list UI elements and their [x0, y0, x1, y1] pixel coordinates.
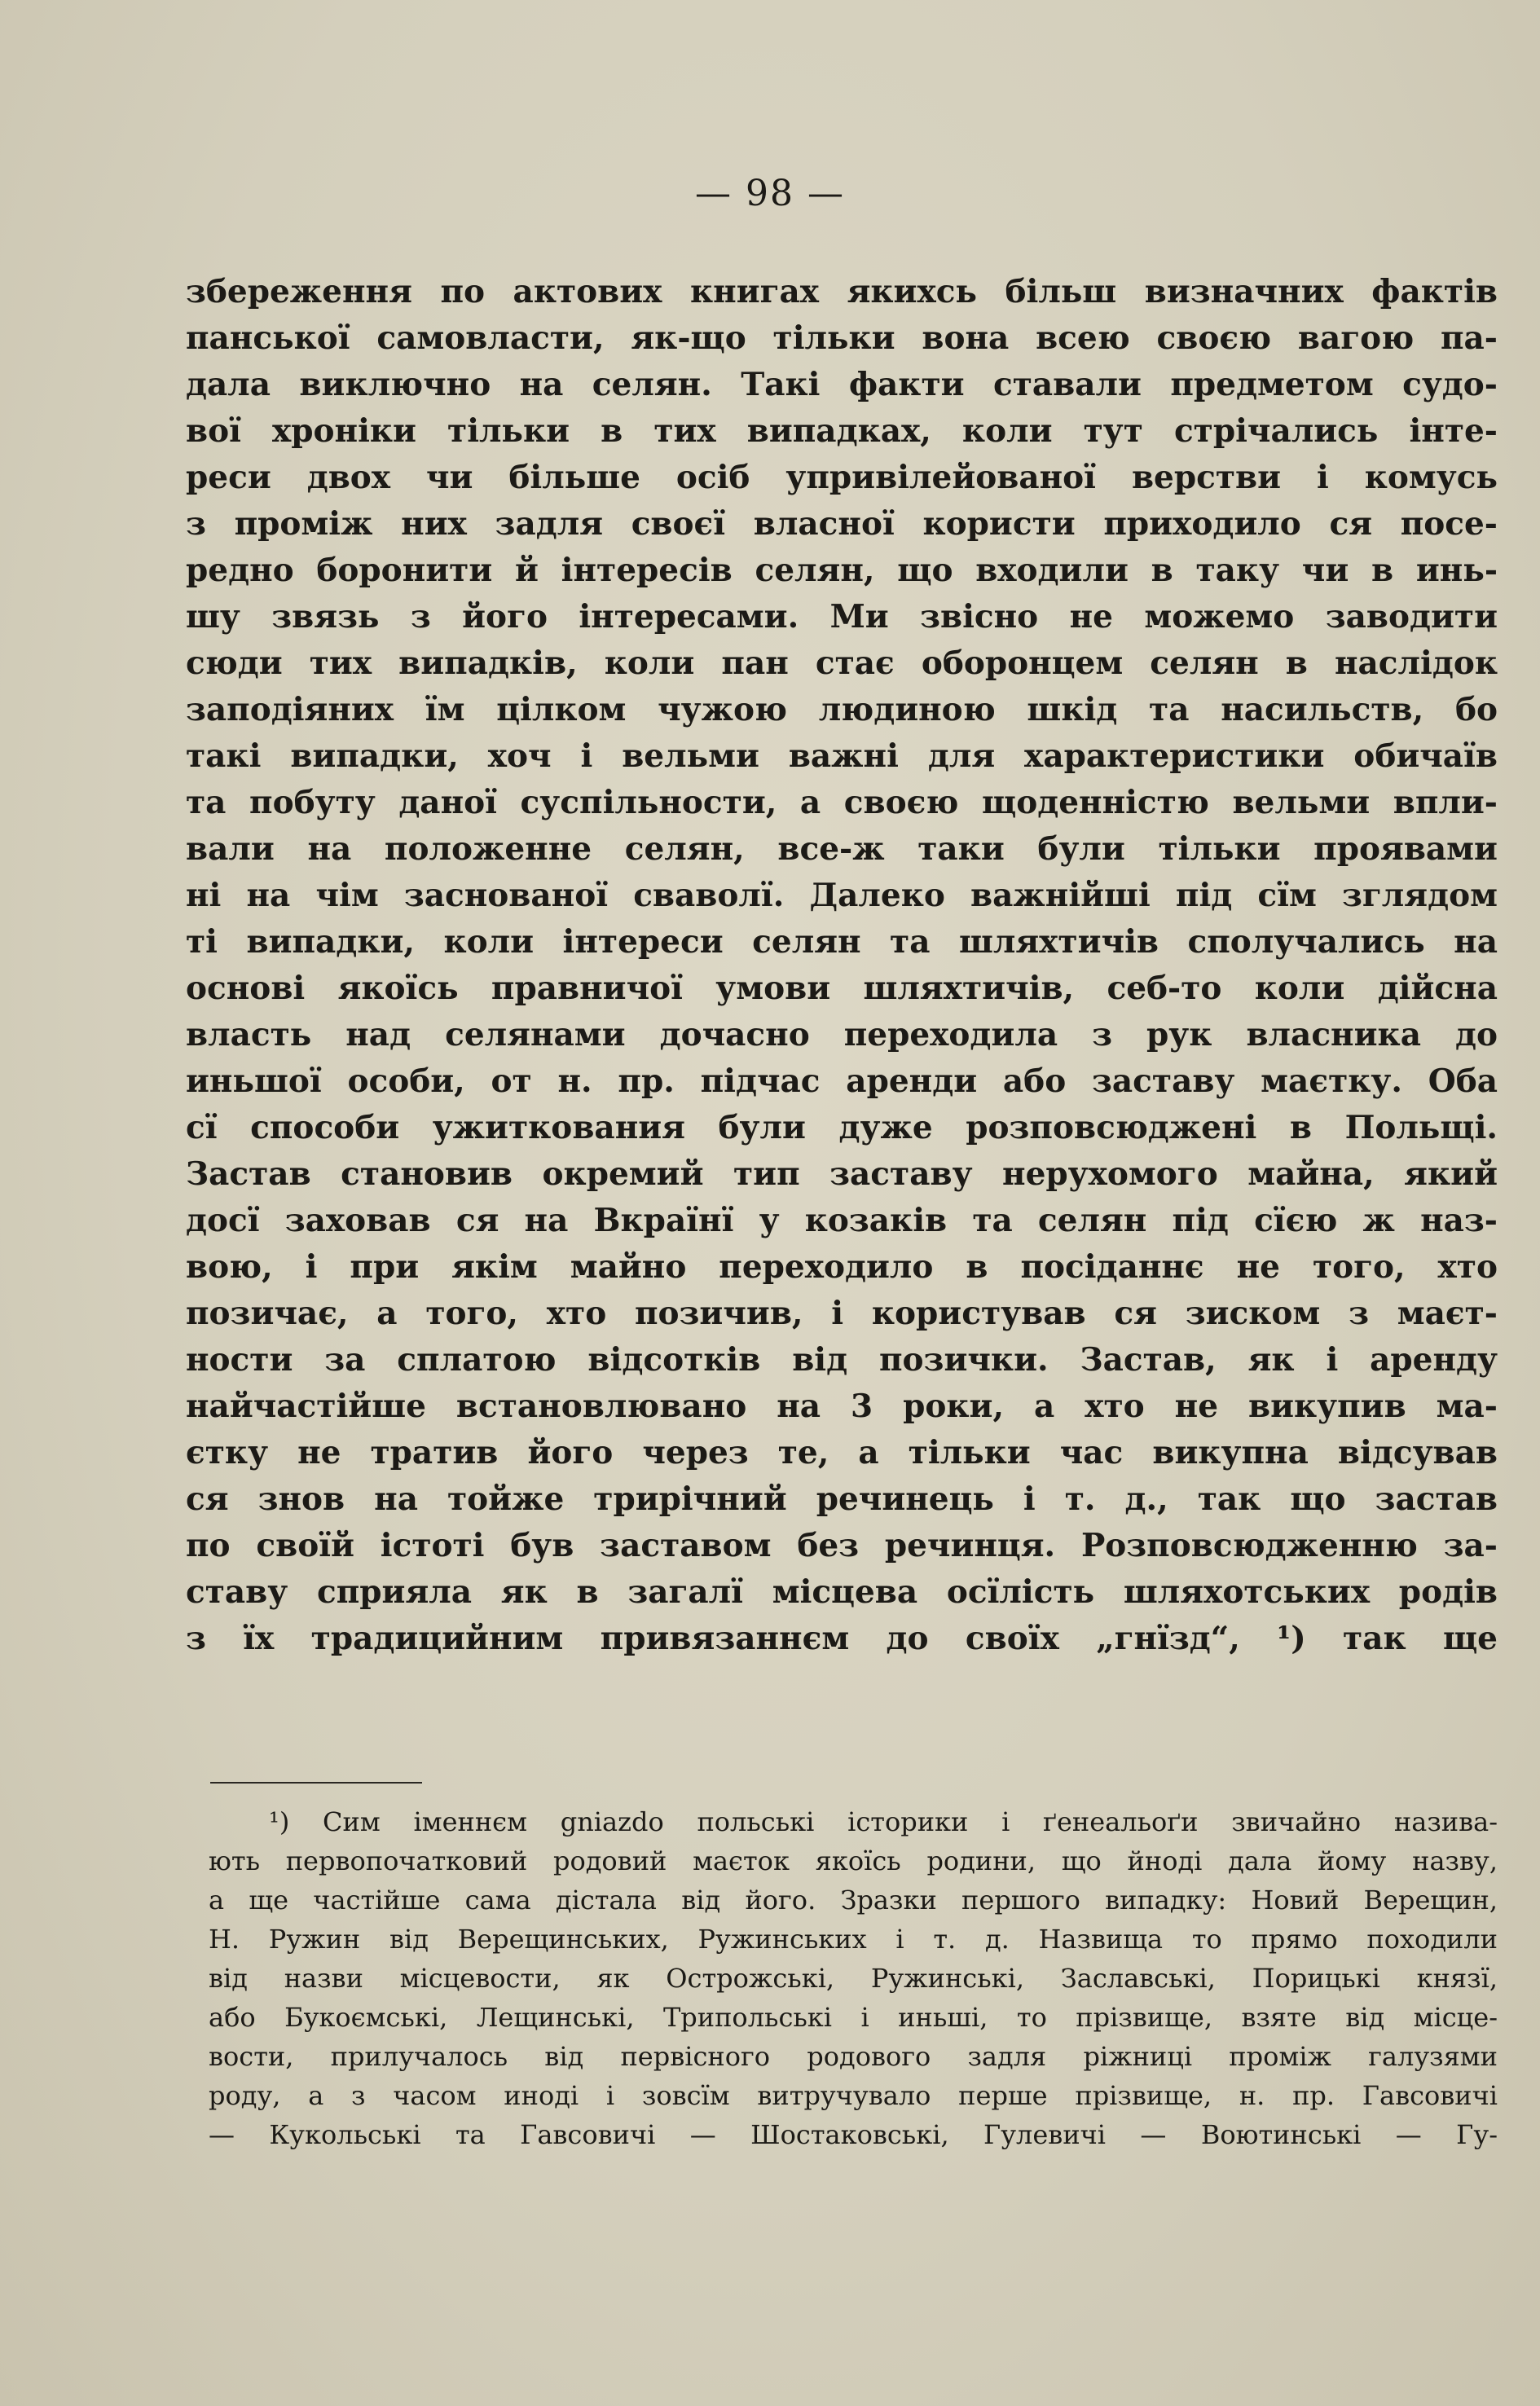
text-line: заподіяних їм цілком чужою людиною шкід та насильств, бо	[186, 691, 1498, 728]
footnote-line: від назви місцевости, як Острожські, Ружинські, Заславські, Порицькі князї,	[209, 1963, 1498, 1994]
text-line: найчастійше встановлювано на 3 роки, а хто не викупив ма-	[186, 1388, 1498, 1425]
text-line: шу звязь з його інтересами. Ми звісно не можемо заводити	[186, 598, 1498, 636]
text-line: ті випадки, коли інтереси селян та шляхтичів сполучались на	[186, 923, 1498, 961]
footnote-line: або Букоємські, Лещинські, Трипольські і иньші, то прізвище, взяте від місце-	[209, 2002, 1498, 2033]
text-line: єтку не тратив його через те, а тільки час викупна відсував	[186, 1434, 1498, 1471]
footnote-line: ють первопочатковий родовий маєток якоїсь родини, що йноді дала йому назву,	[209, 1845, 1498, 1876]
text-line: сї способи ужиткования були дуже розповсюджені в Польщі.	[186, 1109, 1498, 1146]
text-line: збереження по актових книгах якихсь більш визначних фактів	[186, 273, 1498, 310]
footnote-divider	[210, 1782, 422, 1784]
text-line: такі випадки, хоч і вельми важні для характеристики обичаїв	[186, 737, 1498, 775]
text-line: иньшої особи, от н. пр. підчас аренди або заставу маєтку. Оба	[186, 1062, 1498, 1100]
text-line: ставу сприяла як в загалї місцева осїлість шляхотських родів	[186, 1573, 1498, 1611]
text-line: вою, і при якім майно переходило в посіданнє не того, хто	[186, 1248, 1498, 1286]
text-line: редно боронити й інтересів селян, що входили в таку чи в инь-	[186, 552, 1498, 589]
text-line: з проміж них задля своєї власної користи приходило ся посе-	[186, 505, 1498, 543]
text-line: та побуту даної суспільности, а своєю щоденністю вельми впли-	[186, 784, 1498, 821]
text-line: по своїй істоті був заставом без речинця. Розповсюдженню за-	[186, 1527, 1498, 1564]
text-line: вої хроніки тільки в тих випадках, коли тут стрічались інте-	[186, 412, 1498, 450]
text-line: позичає, а того, хто позичив, і користував ся зиском з маєт-	[186, 1295, 1498, 1332]
text-line: основі якоїсь правничої умови шляхтичів, себ-то коли дійсна	[186, 970, 1498, 1007]
footnote-block	[209, 1802, 1498, 2154]
text-line: сюди тих випадків, коли пан стає оборонцем селян в наслідок	[186, 644, 1498, 682]
text-line: ся знов на тойже трирічний речинець і т. д., так що застав	[186, 1480, 1498, 1518]
footnote-line: а ще частійше сама дістала від його. Зразки першого випадку: Новий Верещин,	[209, 1885, 1498, 1916]
text-line: дала виключно на селян. Такі факти ставали предметом судо-	[186, 366, 1498, 403]
main-text-body	[186, 269, 1498, 1662]
footnote-line: Н. Ружин від Верещинських, Ружинських і т. д. Назвища то прямо походили	[209, 1924, 1498, 1955]
text-line: досї заховав ся на Вкраїнї у козаків та селян під сїєю ж наз-	[186, 1202, 1498, 1239]
text-line: панської самовласти, як-що тільки вона всею своєю вагою па-	[186, 319, 1498, 357]
page-number: — 98 —	[695, 173, 845, 214]
text-line: ні на чім заснованої сваволї. Далеко важнійші під сїм зглядом	[186, 877, 1498, 914]
text-line: вали на положенне селян, все-ж таки були тільки проявами	[186, 830, 1498, 868]
footnote-line: — Кукольські та Гавсовичі — Шостаковські, Гулевичі — Воютинські — Гу-	[209, 2119, 1498, 2150]
text-line: реси двох чи більше осіб упривілейованої верстви і комусь	[186, 459, 1498, 496]
text-line: Застав становив окремий тип заставу нерухомого майна, який	[186, 1155, 1498, 1193]
footnote-line: ¹) Сим іменнєм gniazdo польські історики і ґенеальоґи звичайно назива-	[269, 1806, 1498, 1837]
footnote-line: вости, прилучалось від первісного родового задля ріжниці проміж галузями	[209, 2041, 1498, 2072]
text-line: з їх традицийним привязаннєм до своїх „гнїзд“, ¹) так ще	[186, 1620, 1498, 1657]
text-line: власть над селянами дочасно переходила з рук власника до	[186, 1016, 1498, 1053]
footnote-line: роду, а з часом иноді і зовсїм витручувало перше прізвище, н. пр. Гавсовичі	[209, 2080, 1498, 2111]
text-line: ности за сплатою відсотків від позички. Застав, як і аренду	[186, 1341, 1498, 1379]
